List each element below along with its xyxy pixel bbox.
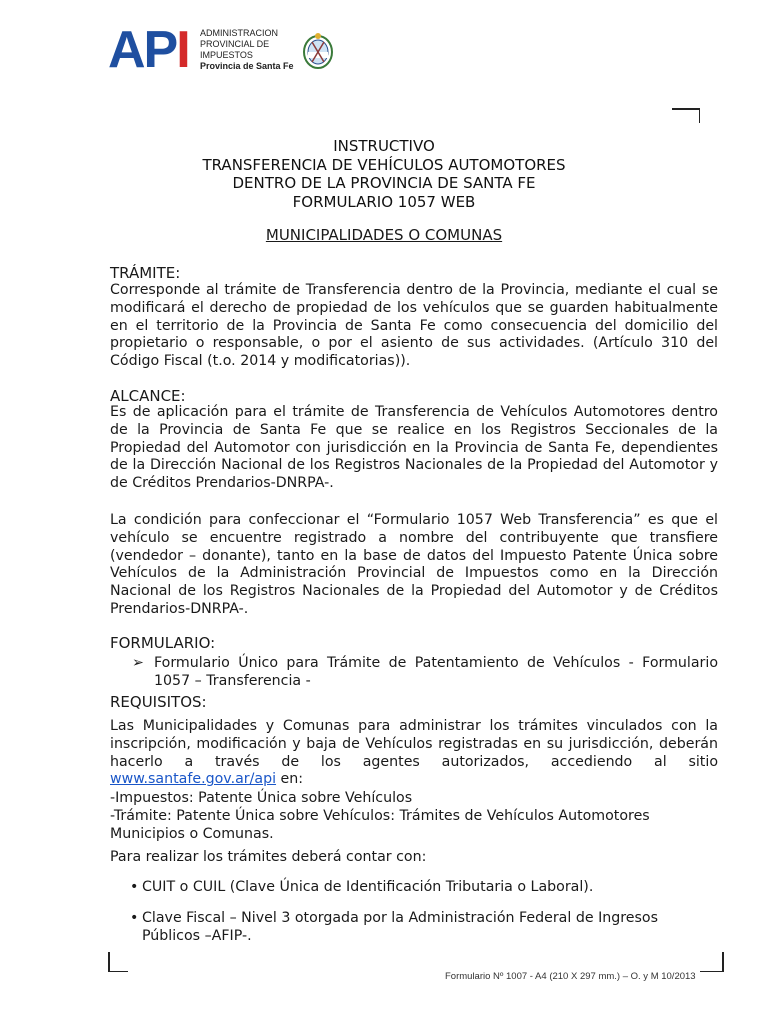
crop-mark-bottom-left-v xyxy=(108,952,110,972)
formulario-heading: FORMULARIO: xyxy=(110,634,216,652)
requisitos-intro: Para realizar los trámites deberá contar con: xyxy=(110,849,427,865)
crop-mark-bottom-left-h xyxy=(108,971,128,973)
provincial-seal-icon xyxy=(298,28,338,72)
list-item: • Clave Fiscal – Nivel 3 otorgada por la Administración Federal de Ingresos Públicos –AFIP-. xyxy=(130,910,658,944)
api-logo: API xyxy=(108,21,189,79)
alcance-text-2: La condición para confeccionar el “Formulario 1057 Web Transferencia” es que el vehículo se encuentre registrado a nombre del contribuyente que transfiere (vendedor – donante), tanto en la base de datos del Impuesto Patente Única sobre Vehículos de la Administración Provincial de Impuestos como en la Dirección Nacional de los Registros Nacionales de la Propiedad del Automotor y de Créditos Prendarios-DNRPA-. xyxy=(110,512,718,617)
page-footer: Formulario Nº 1007 - A4 (210 X 297 mm.) – O. y M 10/2013 xyxy=(445,971,696,982)
requisitos-text: Las Municipalidades y Comunas para administrar los trámites vinculados con la inscripción, modificación y baja de Vehículos registradas en su jurisdicción, deberán hacerlo a través de los agentes autorizados, accediendo al sitio www.santafe.gov.ar/api en: xyxy=(110,718,718,788)
crop-mark-bottom-right-h xyxy=(700,971,724,973)
bullet-icon: • xyxy=(130,910,139,926)
alcance-heading: ALCANCE: xyxy=(110,387,186,405)
requisitos-line-2: -Trámite: Patente Única sobre Vehículos: Trámites de Vehículos Automotores Municipios o Comunas. xyxy=(110,808,650,842)
arrow-bullet-icon: ➢ xyxy=(132,655,144,671)
list-item: • CUIT o CUIL (Clave Única de Identificación Tributaria o Laboral). xyxy=(130,879,594,895)
document-title: INSTRUCTIVO TRANSFERENCIA DE VEHÍCULOS AUTOMOTORES DENTRO DE LA PROVINCIA DE SANTA FE FORMULARIO 1057 WEB xyxy=(202,137,566,211)
alcance-text-1: Es de aplicación para el trámite de Transferencia de Vehículos Automotores dentro de la Provincia de Santa Fe que se realice en los Registros Seccionales de la Propiedad del Automotor con jurisdicción en la Provincia de Santa Fe, dependientes de la Dirección Nacional de los Registros Nacionales de la Propiedad del Automotor y de Créditos Prendarios-DNRPA-. xyxy=(110,404,718,492)
santafe-api-link[interactable]: www.santafe.gov.ar/api xyxy=(110,771,277,788)
org-name: ADMINISTRACION PROVINCIAL DE IMPUESTOS Provincia de Santa Fe xyxy=(200,28,294,71)
formulario-item: ➢ Formulario Único para Trámite de Patentamiento de Vehículos - Formulario 1057 – Transferencia - xyxy=(132,655,718,689)
crop-mark-bottom-right-v xyxy=(722,952,724,972)
tramite-heading: TRÁMITE: xyxy=(110,264,181,282)
tramite-text: Corresponde al trámite de Transferencia dentro de la Provincia, mediante el cual se modificará el derecho de propiedad de los vehículos que se guarden habitualmente en el territorio de la Provincia de Santa Fe como consecuencia del domicilio del propietario o responsable, o por el asiento de sus actividades. (Artículo 310 del Código Fiscal (t.o. 2014 y modificatorias)). xyxy=(110,282,718,370)
requisitos-line-1: -Impuestos: Patente Única sobre Vehículos xyxy=(110,790,413,806)
bullet-icon: • xyxy=(130,879,139,895)
crop-mark-top-right-v xyxy=(699,108,701,123)
crop-mark-top-right-h xyxy=(672,108,700,110)
requisitos-heading: REQUISITOS: xyxy=(110,693,207,711)
document-subtitle: MUNICIPALIDADES O COMUNAS xyxy=(265,226,503,244)
